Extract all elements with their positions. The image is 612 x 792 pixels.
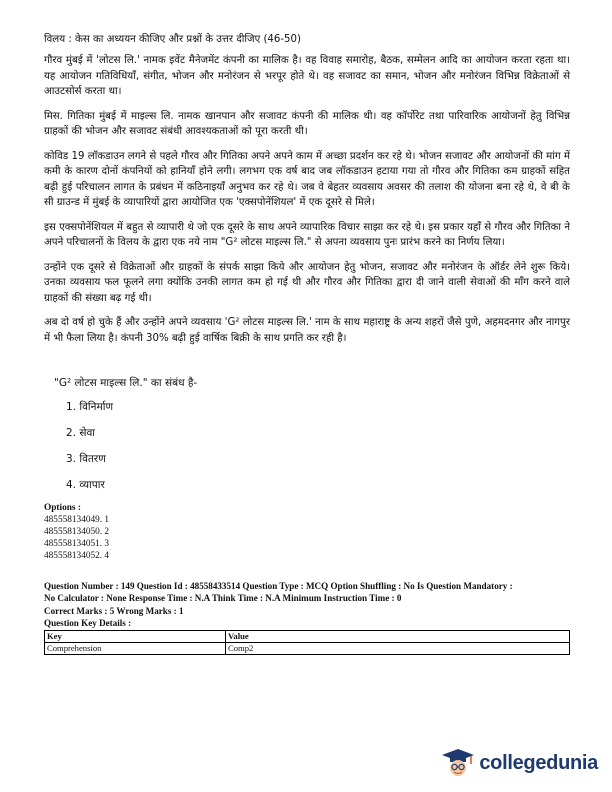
options-title: Options :	[44, 503, 81, 513]
case-paragraph-6: अब दो वर्ष हो चुके हैं और उन्होंने अपने व्यवसाय 'G² लोटस माइल्स लि.' नाम के साथ महाराष्ट्र के अन्य शहरों जैसे पुणे, अहमदनगर और नागपुर में भी फैला लिया है। कंपनी 30% बढ़ी हुई वार्षिक बिक्री के साथ प्रगति कर रही है।	[44, 317, 570, 344]
case-paragraph-2: मिस. गितिका मुंबई में माइल्स लि. नामक खानपान और सजावट कंपनी की मालिक थी। वह कॉर्पोरेट तथा पारिवारिक आयोजनों हेतु विभिन्न ग्राहकों की भोजन और सजावट संबंधी आवश्यकताओं को पूरा करती थी।	[44, 110, 570, 137]
answer-choices	[66, 394, 570, 498]
choice-2: 2. सेवा	[66, 427, 96, 439]
table-header-value: Value	[226, 631, 570, 643]
option-id-3: 485558134051. 3	[44, 539, 110, 549]
logo-text: collegedunia	[479, 751, 598, 774]
question-key-table	[44, 630, 570, 655]
option-id-1: 485558134049. 1	[44, 515, 110, 525]
meta-line-3: Correct Marks : 5 Wrong Marks : 1	[44, 605, 184, 616]
case-paragraph-3: कोविड 19 लॉकडाउन लगने से पहले गौरव और गितिका अपने अपने काम में अच्छा प्रदर्शन कर रहे थे। भोजन सजावट और आयोजनों की मांग में कमी के कारण दोनों कंपनियों को हानियाँ होने लगी। लगभग एक वर्ष बाद जब लॉकडाउन हटाया गया तो गौरव और गितिका कम ग्राहकों सहित बढ़ी हुई परिचालन लागत के प्रबंधन में कठिनाइयाँ अनुभव कर रहे थे। जब वे बेहतर व्यवसाय अवसर की तलाश की योजना बना रहे थे, वे बी के सी ग्राउन्ड में मुंबई के व्यापारियों द्वारा आयोजित एक 'एक्सपोनेंशियल' में एक दूसरे से मिले।	[44, 150, 570, 208]
case-paragraph-4: इस एक्सपोनेंशियल में बहुत से व्यापारी थे जो एक दूसरे के साथ अपने व्यापारिक विचार साझा कर रहे थे। इस प्रकार यहाँ से गौरव और गितिका ने अपने परिचालनों के विलय के द्वारा एक नये नाम "G² लोटस माइल्स लि." से अपना व्यवसाय पुनः प्रारंभ करने का निर्णय लिया।	[44, 221, 570, 248]
graduate-mascot-icon	[441, 748, 475, 778]
choice-4: 4. व्यापार	[66, 479, 105, 491]
choice-3: 3. वितरण	[66, 453, 106, 465]
option-id-4: 485558134052. 4	[44, 551, 110, 561]
meta-line-1: Question Number : 149 Question Id : 48558433514 Question Type : MCQ Option Shuffling : No Is Question Mandatory :	[44, 581, 513, 591]
table-header-row	[45, 631, 570, 643]
question-meta	[44, 580, 570, 629]
option-id-2: 485558134050. 2	[44, 527, 110, 537]
collegedunia-logo	[441, 748, 598, 778]
table-cell-key: Comprehension	[45, 643, 226, 655]
table-cell-value: Comp2	[226, 643, 570, 655]
choice-1: 1. विनिर्माण	[66, 401, 114, 413]
question-text: "G² लोटस माइल्स लि." का संबंध है-	[54, 377, 198, 389]
case-paragraph-5: उन्होंने एक दूसरे से विक्रेताओं और ग्राहकों के संपर्क साझा किये और आयोजन हेतु भोजन, सजावट और मनोरंजन के ऑर्डर लेने शुरू किये। उनका व्यवसाय फल फूलने लगा क्योंकि उनकी लागत कम हो गई थी और गौरव और गितिका द्वारा दी जाने वाली सेवाओं की माँग करने वाले ग्राहकों की संख्या बढ़ गई थी।	[44, 261, 570, 304]
meta-line-2: No Calculator : None Response Time : N.A Think Time : N.A Minimum Instruction Time : 0	[44, 593, 402, 604]
table-row	[45, 643, 570, 655]
option-ids	[44, 502, 570, 562]
table-header-key: Key	[45, 631, 226, 643]
meta-line-4: Question Key Details :	[44, 617, 132, 628]
document-page	[44, 32, 570, 655]
section-heading: विलय : केस का अध्ययन कीजिए और प्रश्नों के उत्तर दीजिए (46-50)	[44, 34, 301, 45]
case-paragraph-1: गौरव मुंबई में 'लोटस लि.' नामक इवेंट मैनेजमेंट कंपनी का मालिक है। वह विवाह समारोह, बैठक, सम्मेलन आदि का आयोजन करता रहता था। यह आयोजन गतिविधियाँ, संगीत, भोजन और मनोरंजन से भरपूर होते थे। वह सजावट का समान, भोजन और मनोरंजन विभिन्न विक्रेताओं से आउटसोर्स करता था।	[44, 55, 570, 97]
